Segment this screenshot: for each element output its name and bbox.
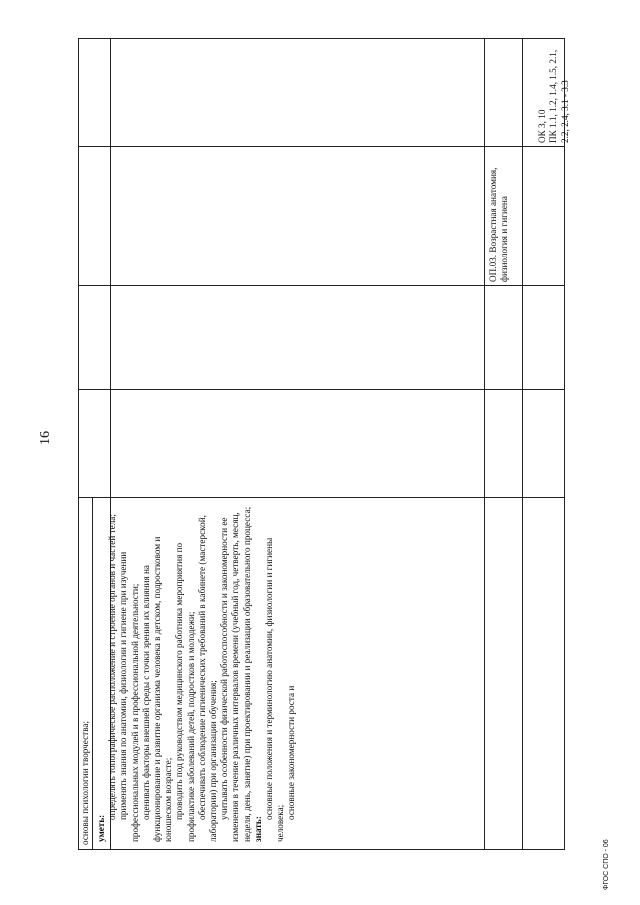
table-line (92, 497, 93, 850)
skills-heading: уметь: (96, 814, 106, 842)
table-line (78, 497, 565, 498)
skill-item: оценивать факторы внешней среды с точки зрения их влияния на функционирование и развитие организма человека в детском, подростковом и юношеском возрасте; (140, 536, 174, 842)
knowledge-item: основные закономерности роста и (286, 685, 297, 820)
page-number: 16 (38, 431, 53, 445)
knowledge-item: основные положения и терминологию анатомии, физиологии и гигиены человека; (264, 537, 286, 842)
skill-item: учитывать особенности физической работоспособности и закономерности ее изменения в течение различных интервалов времени (учебный год, четверть, месяц, неделя, день, занятие) при проектировании и реализации образовательного процесса; (219, 506, 252, 842)
skill-item: определять топографическое расположение и строение органов и частей тела; (107, 514, 118, 820)
footer-text: ФГОС СПО - 06 (603, 839, 610, 890)
table-line (78, 285, 565, 286)
knowledge-heading: знать: (252, 816, 263, 842)
table-line (78, 146, 565, 147)
table-line (484, 38, 485, 850)
skill-item: обеспечивать соблюдение гигиенических требований в кабинете (мастерской, лаборатории) при организации обучения; (196, 515, 219, 842)
table-line (78, 389, 565, 390)
row-top-text: основы психологии творчества; (80, 720, 90, 845)
skills-knowledge-cell (96, 504, 482, 842)
skill-item: применять знания по анатомии, физиологии и гигиене при изучении профессиональных модулей и в профессиональной деятельности; (118, 551, 140, 842)
competencies-cell: ОК 3, 10 ПК 1.1, 1.2, 1.4, 1.5, 2.1, 2.2, 2.4, 3.1 - 3.3 (537, 49, 570, 143)
skill-item: проводить под руководством медицинского работника мероприятия по профилактике заболеваний детей, подростков и молодежи; (174, 542, 196, 842)
table-line (522, 38, 523, 850)
discipline-cell: ОП.03. Возрастная анатомия, физиология и гигиена (488, 167, 510, 282)
